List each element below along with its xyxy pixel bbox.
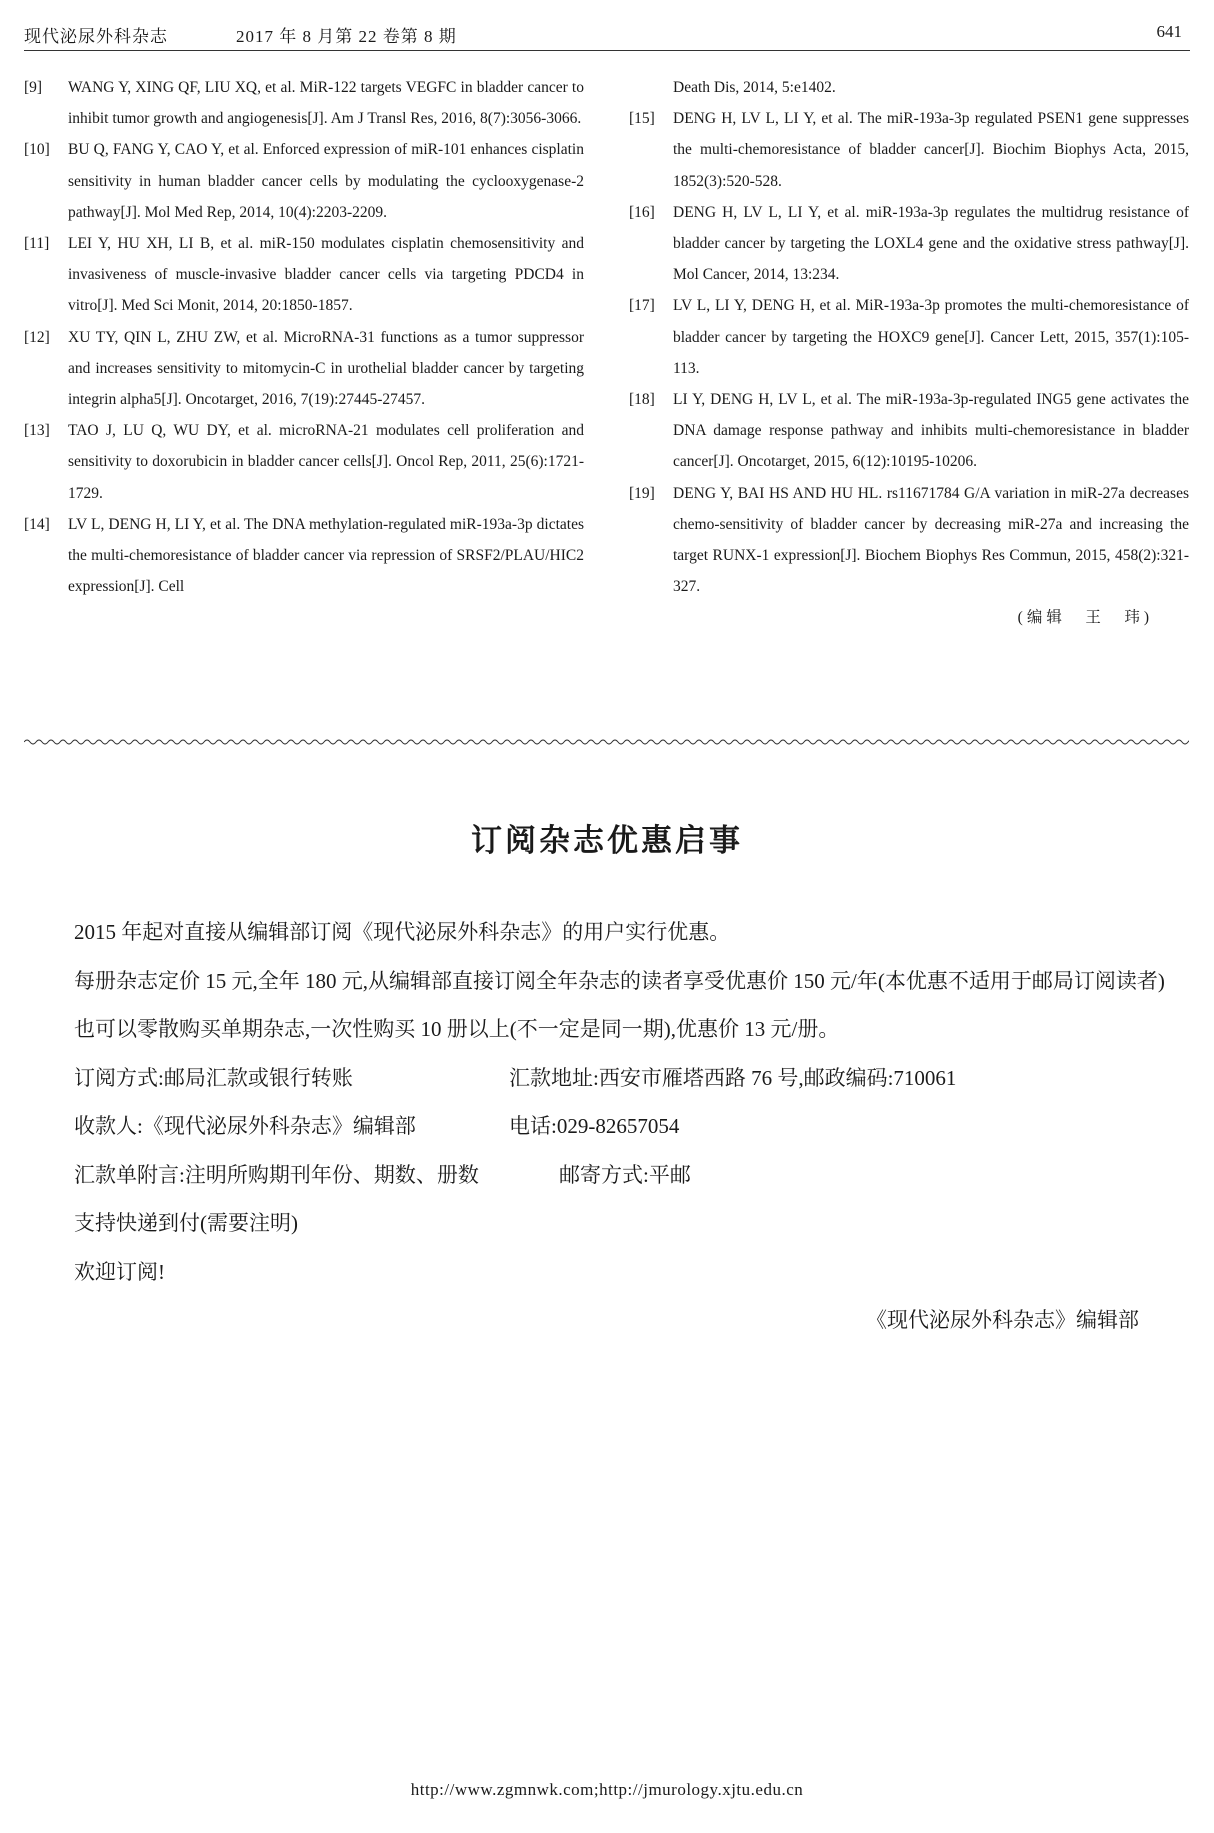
wavy-divider: [24, 737, 1189, 747]
reference-number: [18]: [629, 391, 655, 409]
reference-number: [19]: [629, 484, 655, 502]
reference-text: LV L, DENG H, LI Y, et al. The DNA methylation-regulated miR-193a-3p dictates the multi-chemoresistance of bladder cancer via repression of SRSF2/PLAU/HIC2 expression[J]. Cell: [68, 515, 584, 596]
reference-item: [629, 290, 1189, 384]
editor-credit: (编辑 王 玮): [1017, 609, 1153, 627]
reference-text: LI Y, DENG H, LV L, et al. The miR-193a-3p-regulated ING5 gene activates the DNA damage response pathway and inhibits multi-chemoresistance in bladder cancer[J]. Oncotarget, 2015, 6(12):10195-10206.: [673, 391, 1189, 471]
reference-text: XU TY, QIN L, ZHU ZW, et al. MicroRNA-31 functions as a tumor suppressor and increases sensitivity to mitomycin-C in urothelial bladder cancer by targeting integrin alpha5[J]. Oncotarget, 2016, 7(19):27445-27457.: [68, 328, 584, 409]
issue-info: 2017 年 8 月第 22 卷第 8 期: [236, 27, 457, 46]
reference-number: [11]: [24, 235, 50, 253]
reference-number: [17]: [629, 297, 655, 315]
payee: 收款人:《现代泌尿外科杂志》编辑部: [74, 1114, 416, 1138]
notice-row: [24, 1102, 1189, 1151]
express-note: 支持快递到付(需要注明): [74, 1211, 298, 1235]
page-number: 641: [1156, 22, 1182, 41]
notice-paragraph: 2015 年起对直接从编辑部订阅《现代泌尿外科杂志》的用户实行优惠。: [74, 920, 731, 944]
notice-row: [24, 1151, 1189, 1200]
reference-continuation: [629, 72, 1189, 103]
subscription-notice: [24, 908, 1189, 1345]
reference-text: LEI Y, HU XH, LI B, et al. miR-150 modulates cisplatin chemosensitivity and invasiveness of muscle-invasive bladder cancer cells via targeting PDCD4 in vitro[J]. Med Sci Monit, 2014, 20:1850-1857.: [68, 235, 584, 315]
reference-text: BU Q, FANG Y, CAO Y, et al. Enforced expression of miR-101 enhances cisplatin sensitivity in human bladder cancer cells by modulating the cyclooxygenase-2 pathway[J]. Mol Med Rep, 2014, 10(4):2203-2209.: [68, 141, 584, 221]
notice-signature: 《现代泌尿外科杂志》编辑部: [866, 1308, 1139, 1332]
reference-item: [629, 197, 1189, 291]
running-header: [24, 20, 1190, 51]
reference-item: [24, 509, 584, 603]
remittance-remark: 汇款单附言:注明所购期刊年份、期数、册数: [74, 1162, 479, 1187]
reference-item: [629, 478, 1189, 603]
welcome-text: 欢迎订阅!: [74, 1259, 165, 1284]
mail-method: 邮寄方式:平邮: [559, 1162, 691, 1187]
reference-text: WANG Y, XING QF, LIU XQ, et al. MiR-122 targets VEGFC in bladder cancer to inhibit tumor growth and angiogenesis[J]. Am J Transl Res, 2016, 8(7):3056-3066.: [68, 79, 584, 128]
reference-text: Death Dis, 2014, 5:e1402.: [673, 79, 836, 96]
reference-item: [24, 72, 584, 134]
reference-number: [10]: [24, 141, 50, 159]
reference-item: [24, 228, 584, 322]
remittance-address: 汇款地址:西安市雁塔西路 76 号,邮政编码:710061: [509, 1065, 957, 1090]
reference-column-right: [629, 72, 1189, 634]
reference-item: [24, 134, 584, 228]
reference-item: [24, 322, 584, 416]
reference-number: [9]: [24, 79, 43, 96]
reference-item: [24, 415, 584, 509]
reference-number: [15]: [629, 110, 655, 128]
reference-column-left: [24, 72, 584, 602]
reference-number: [13]: [24, 422, 50, 440]
notice-paragraph: 每册杂志定价 15 元,全年 180 元,从编辑部直接订阅全年杂志的读者享受优惠价 150 元/年(本优惠不适用于邮局订阅读者): [74, 968, 1165, 993]
reference-text: TAO J, LU Q, WU DY, et al. microRNA-21 modulates cell proliferation and sensitivity to doxorubicin in bladder cancer cells[J]. Oncol Rep, 2011, 25(6):1721-1729.: [68, 422, 584, 502]
notice-paragraph: 也可以零散购买单期杂志,一次性购买 10 册以上(不一定是同一期),优惠价 13 元/册。: [74, 1017, 840, 1041]
subscription-method: 订阅方式:邮局汇款或银行转账: [74, 1065, 353, 1090]
phone: 电话:029-82657054: [509, 1114, 680, 1138]
reference-item: [629, 384, 1189, 478]
footer-urls: http://www.zgmnwk.com;http://jmurology.xjtu.edu.cn: [410, 1780, 804, 1799]
reference-number: [14]: [24, 515, 50, 533]
reference-text: DENG H, LV L, LI Y, et al. miR-193a-3p regulates the multidrug resistance of bladder cancer by targeting the LOXL4 gene and the oxidative stress pathway[J]. Mol Cancer, 2014, 13:234.: [673, 203, 1189, 284]
notice-title: 订阅杂志优惠启事: [471, 823, 743, 859]
reference-list: [24, 72, 1189, 732]
journal-name: 现代泌尿外科杂志: [24, 27, 168, 46]
reference-text: DENG H, LV L, LI Y, et al. The miR-193a-3p regulated PSEN1 gene suppresses the multi-chemoresistance of bladder cancer[J]. Biochim Biophys Acta, 2015, 1852(3):520-528.: [673, 110, 1189, 190]
notice-row: [24, 1054, 1189, 1103]
reference-text: LV L, LI Y, DENG H, et al. MiR-193a-3p promotes the multi-chemoresistance of bladder cancer by targeting the HOXC9 gene[J]. Cancer Lett, 2015, 357(1):105-113.: [673, 297, 1189, 377]
notice-row: [24, 1248, 1189, 1297]
notice-row: [24, 1199, 1189, 1248]
reference-text: DENG Y, BAI HS AND HU HL. rs11671784 G/A variation in miR-27a decreases chemo-sensitivity of bladder cancer by decreasing miR-27a and increasing the target RUNX-1 expression[J]. Biochem Biophys Res Commun, 2015, 458(2):321-327.: [673, 484, 1189, 596]
reference-item: [629, 103, 1189, 197]
reference-number: [12]: [24, 328, 50, 346]
reference-number: [16]: [629, 203, 655, 221]
